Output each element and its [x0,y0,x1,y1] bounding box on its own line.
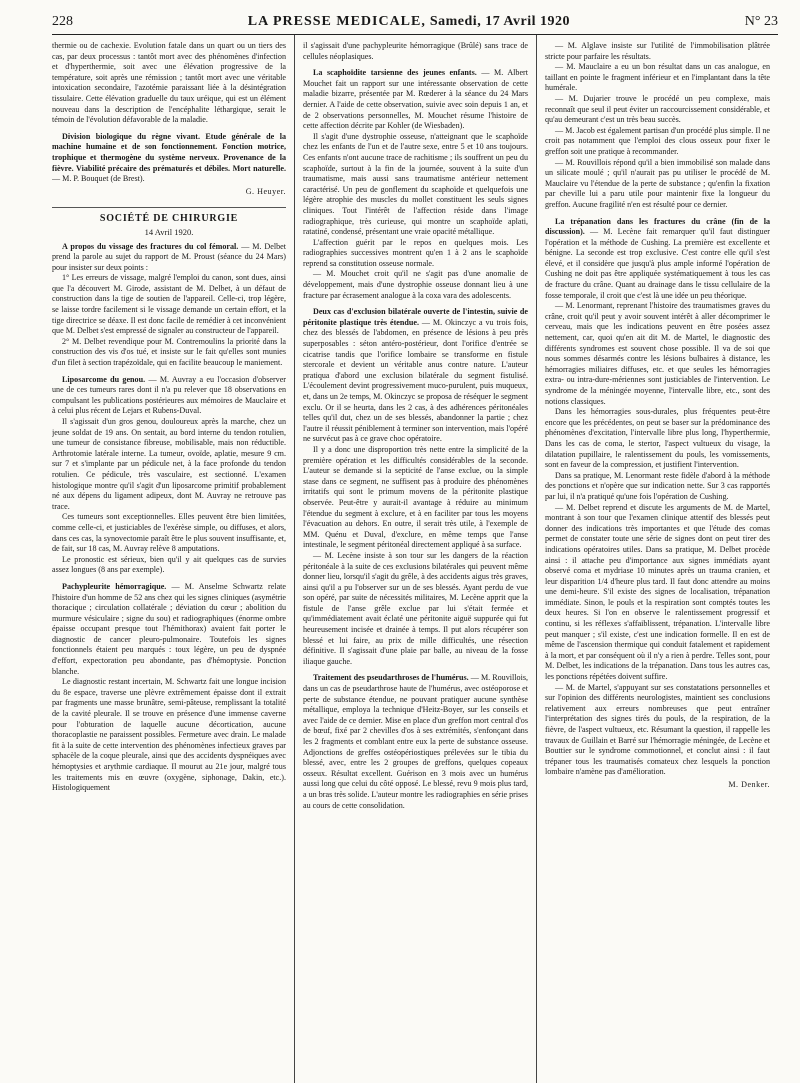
paragraph-heading: La trépanation dans les fractures du crâne (fin de la discussion). [545,216,770,237]
paragraph: Dans les hémorragies sous-durales, plus fréquentes peut-être encore que les précédentes, on peut se baser sur la prédominance des phénomènes d'excitation, l'intervalle libre plus long, l'hyperthermie, Dans les cas de coma, le stertor, l'aspect vultueux du visage, la dilatation pupillaire, le ralentissement du pouls, les vomissements, sont en faveur de la compression, et justifient l'intervention. [545,407,770,470]
signature: M. Denker. [728,779,770,789]
paragraph-heading: La scaphoïdite tarsienne des jeunes enfants. [313,68,477,78]
page-number: 228 [52,14,73,29]
section-date: 14 Avril 1920. [144,226,194,237]
paragraph: 1° Les erreurs de vissage, malgré l'emploi du canon, sont dues, ainsi que l'a découvert M. Girode, assistant de M. Delbet, à un défaut de construction dans la tige de soutien de l'appareil. Celle-ci, trop légère, se laisse tordre facilement si le vissage demande un certain effort, et la tige directrice se déaxe. Il est donc facile de remédier à cet inconvénient que M. Delbet s'est empressé de signaler au constructeur de l'appareil. [52,273,286,336]
paragraph: — M. Lecène insiste à son tour sur les dangers de la réaction péritonéale à la suite de ces exclusions bilatérales qui peuvent même donner lieu, lorsqu'il s'agit du grêle, à des accidents aigus très graves, ainsi qu'il a pu l'observer sur un de ses blessés. Ayant perdu de vue son opéré, par suite de nécessités militaires, M. Lecène apprit que la fistule de l'anse grêle exclue par lui s'était fermée et qu'immédiatement avait éclaté une péritonite aiguë suppurée qui fut heureusement incisée et drainée à temps. Il put alors récupérer son blessé et lui faire, au prix de mille difficultés, une résection définitive. Il s'agissait d'une plaie par balle, au niveau de la fosse iliaque gauche. [303,550,528,666]
paragraph: thermie ou de cachexie. Evolution fatale dans un quart ou un tiers des cas, par deux processus : tantôt mort avec des phénomènes d'infection et d'hyperthermie, soit avec une élévation progressive de la température, soit après une rémission ; tantôt mort avec une véritable intoxication secondaire, l'azotémie paraissant liée à la désintégration tissulaire. Cette élévation graduelle du taux uréique, qui est un élément nouveau dans la description de l'encéphalite léthargique, serait le témoin de l'évolution défavorable de la maladie. [52,41,286,125]
paragraph: il s'agissait d'une pachypleurite hémorragique (Brûlé) sans trace de cellules néoplasiques. [303,41,528,61]
paragraph [545,217,770,302]
paragraph [52,132,286,185]
paragraph-text: — M. Auvray a eu l'occasion d'observer une de ces tumeurs rares dont il n'a pu relever que 18 observations en compulsant les publications postérieures aux mémoires de Mauclaire et à celui plus récent de Lejars et Rubens-Duval. [52,374,287,416]
paragraph [303,68,528,132]
paragraph: Le pronostic est sérieux, bien qu'il y ait quelques cas de survies assez longues (8 ans par exemple). [52,554,286,575]
text-columns [52,35,778,1083]
signature: G. Heuyer. [245,186,286,196]
journal-title [248,14,570,30]
paragraph-text: — M. Okinczyc a vu trois fois, chez des blessés de l'abdomen, en présence de lésions à peu près superposables : séton antéro-postérieur, dont l'orifice d'entrée se cicatrise tandis que l'orifice lombaire se transforme en fistule stercorale et devient un véritable anus contre nature. L'auteur pratiqua d'abord une exclusion bilatérale du segment fistulisé. L'écoulement devint progressivement muco-purulent, puis muqueux, et, dans un 2e temps, M. Okinczyc se proposa de réséquer le segment exclu. Or il se heurta, dans les 2 cas, à des adhérences péritonéales telles qu'il dut, chez un de ses blessés, abandonner la partie ; chez l'autre il réussit péniblement à terminer son intervention, mais l'opéré ne survécut pas à ce grave choc opératoire. [303,317,528,444]
paragraph: Ces tumeurs sont exceptionnelles. Elles peuvent être bien limitées, comme celle-ci, et justiciables de l'exérèse simple, ou diffuses, et alors, dans ces cas, la synovectomie paraît être le plus souvent insuffisante, et, de fait, sur 18 cas, M. Auvray relève 8 amputations. [52,512,286,554]
paragraph [52,582,286,677]
issue-number: N° 23 [744,14,778,29]
paragraph: Dans sa pratique, M. Lenormant reste fidèle d'abord à la méthode des ponctions et n'opère que sur indication nette. Sur 3 cas rapportés par lui, il n'a pratiqué qu'une fois l'opération de Cushing. [545,470,770,501]
paragraph: — M. Mauclaire a eu un bon résultat dans un cas analogue, en taillant en pointe le fragment inférieur et en l'implantant dans la tête humérale. [545,62,770,93]
paragraph [303,307,528,445]
paragraph: Il y a donc une disproportion très nette entre la simplicité de la première opération et les difficultés considérables de la seconde. L'auteur se demande si la septicité de l'anse exclue, ou la simple stase dans ce segment, ne suffisent pas à produire des phénomènes irritatifs qui sont le primum movens de la péritonite plastique observée. Peut-être y aurait-il avantage à réduire au minimum l'étendue du segment à exclure, et à en faciliter par tous les moyens l'évacuation au dehors. En outre, il serait très utile, à l'exemple de MM. Quénu et Duval, d'exclure, en même temps que l'anse intestinale, le segment péritonéal directement appliqué à sa surface. [303,444,528,550]
paragraph-heading: Deux cas d'exclusion bilatérale ouverte de l'intestin, suivie de péritonite plastique très étendue. [303,307,528,327]
column-3 [536,35,778,1083]
paragraph: — M. Mouchet croit qu'il ne s'agit pas d'une anomalie de développement, mais d'une dystrophie osseuse donnant lieu à une fracture par écrasement analogue à la coxa vara des adolescents. [303,269,528,300]
issue-date: Samedi, 17 Avril 1920 [429,14,570,29]
paragraph: — M. Dujarier trouve le procédé un peu complexe, mais reconnaît que seul il peut éviter un raccourcissement considérable, et qu'au demeurant c'est un très beau succès. [545,93,770,125]
paragraph: — M. Lenormant, reprenant l'histoire des traumatismes graves du crâne, croit qu'il peut y avoir souvent intérêt à aller décomprimer le cerveau, mais que les indications peuvent en être posées assez nettement, car, quoi qu'en ait dit M. de Martel, le diagnostic des différents syndromes est souvent chose possible. Il va de soi que nous sommes désarmés contre les lésions bulbaires à distance, les hémorragies miliaires diffuses, etc. et que seules les hémorragies extra- ou intra-dure-mériennes sont justiciables de l'intervention. Le syndrome de la méningée moyenne, l'intervalle libre, etc., sont des notions classiques. [545,301,770,406]
paragraph: Il s'agissait d'un gros genou, douloureux après la marche, chez un jeune soldat de 19 ans. On sentait, au bord interne du tendon rotulien, une tumeur de consistance fibreuse, mobilisable, mais non réductible. Arthrotomie latérale interne. La tumeur, ovoïde, aplatie, mesure 9 cm. sur 7 et s'implante par un pédicule net, à la face profonde du tendon rotulien. Ce pédicule, très vasculaire, est sectionné. L'examen histologique montre qu'il s'agit d'un liposarcome primitif probablement né aux dépens du ligament adipeux, dont M. Auvray ne retrouve pas trace. [52,417,286,511]
paragraph-text: — M. Delbet prend la parole au sujet du rapport de M. Proust (séance du 24 Mars) pour insister sur deux points : [52,241,286,272]
paragraph-text: — M. P. Bouquet (de Brest). [52,174,145,184]
section-title: SOCIÉTÉ DE CHIRURGIE [52,207,286,225]
paragraph: L'affection guérit par le repos en quelques mois. Les radiographies successives montrent qu'en 1 à 2 ans le scaphoïde reprend sa constitution osseuse normale. [303,237,528,268]
paragraph [52,242,286,274]
paragraph-text: — M. Albert Mouchet fait un rapport sur une intéressante observation de cette maladie bizarre, présentée par M. Rœderer à la séance du 24 Mars dernier. A l'aide de cette observation, suivie avec soin depuis 1 an, et de 2 observations personnelles, M. Mouchet résume l'histoire de cette affection décrite par Kohler (de Wiesbaden). [303,68,529,131]
paragraph: — M. Rouvillois répond qu'il a bien immobilisé son malade dans un silicate moulé ; qu'il n'aurait pas pu utiliser le procédé de M. Mauclaire vu l'étendue de la perte de substance ; qu'enfin la fixation par cheville lui a paru utile pour maintenir fixe la longueur du greffon. Aucune fragilité n'en est résulté pour ce dernier. [545,157,770,209]
paragraph [52,375,286,417]
page-header [52,10,778,35]
paragraph: — M. Alglave insiste sur l'utilité de l'immobilisation plâtrée stricte pour parfaire les résultats. [545,41,770,61]
paragraph-text: — M. Lecène fait remarquer qu'il faut distinguer l'opération et la méthode de Cushing. La première est excellente et bénigne. La seconde est trop exclusive. C'est contre elle qu'il s'est élevé, et il considère que jusqu'à plus ample informé l'opération de Cushing ne doit pas être appliquée systématiquement à tous les cas de fracture du crâne. Quant au drainage dans le tissu cellulaire de la fosse temporale, il croit que c'est là une idée un peu théorique. [545,227,770,300]
paragraph [303,673,528,811]
paragraph-heading: Division biologique du règne vivant. Etude générale de la machine humaine et de son fonctionnement. Fonction motrice, trophique et thermogène du système nerveux. Provenance de la fièvre. Viabilité précaire des prématurés et débiles. Mort naturelle. [52,131,286,173]
paragraph-text: — M. Rouvillois, dans un cas de pseudarthrose haute de l'humérus, avec ostéoporose et perte de substance étendue, ne pouvant pratiquer aucune synthèse métallique, employa la technique d'Heitz-Boyer, sur les conseils et avec l'aide de ce dernier. Mise en place d'un greffon mort central d'os de bœuf, fixé par 2 chevilles d'os à ses extrémités, s'enfonçant dans les 2 fragments et comblant entre eux la perte de substance osseuse. Adjonctions de greffes ostéopériostiques prélevées sur le tibia du blessé, avec, entre les 2 groupes de greffons, quelques copeaux osseux. Résultat excellent. Guérison en 3 mois avec un humérus aussi long que celui du côté opposé. Le blessé, revu 9 mois plus tard, a un bras très solide. L'auteur montre les radiographies en série prises au cours de cette consolidation. [303,673,528,810]
paragraph: Le diagnostic restant incertain, M. Schwartz fait une longue incision du 8e espace, traverse une plèvre extrêmement épaisse dont il extrait par fragments une masse brunâtre, semi-pâteuse, remplissant la totalité de la cavité pleurale. Il se trouve en présence d'une immense caverne pour l'obturation de laquelle aucune décortication, aucune thoracoplastie ne paraissent possibles. Fermeture avec drain. Le malade fit à la suite de cette intervention des phénomènes infectieux graves par sphacèle de la coque pleurale, ainsi que des accidents dyspnéiques avec hémoptysies et arythmie cardiaque. Il mourut au 21e jour, malgré tous les traitements mis en œuvre (oxygène, siphonage, Dakin, etc.). Histologiquement [52,677,286,793]
paragraph-text: — M. Anselme Schwartz relate l'histoire d'un homme de 52 ans chez qui les signes cliniques (asymétrie thoracique ; circulation collatérale ; déviation du cœur ; abolition du murmure vésiculaire ; signe du sou) et radiographiques (énorme ombre épaisse occupant presque tout l'hémithorax) avaient fait porter le diagnostic de cancer pleuro-pulmonaire. Toutefois les signes fonctionnels étaient peu marqués : toux légère, un peu de dyspnée d'effort, expectoration peu abondante, pas d'hémoptysie. Ponction blanche. [52,581,287,676]
paragraph: — M. Delbet reprend et discute les arguments de M. de Martel, montrant à son tour que l'examen clinique attentif des blessés peut donner des indications très importantes et que l'étude des comas permet de constater toute une série de signes dont on peut tirer des indications opératoires utiles. Dans sa pratique, M. Delbet procède ainsi : il attache peu d'importance aux signes immédiats ayant observé coma et mydriase 10 minutes après un trauma cranien, et leur disparition 1/4 d'heure plus tard. Il faut donc attendre au moins une demi-heure. S'il existe des signes de localisation, trépanation immédiate. Sinon, le pouls et la respiration sont comptés toutes les deux heures. Si l'on en observe le ralentissement progressif et continu, si les réflexes s'affaiblissent, trépanation. L'intervalle libre peut manquer ; s'il existe, c'est une indication formelle. Il en est de même de l'ascension thermique qui conduit fatalement et rapidement à la mort, et par conséquent où il n'y a rien à perdre. Telles sont, pour M. Delbet, les indications de la trépanation. Dans tous les autres cas, les ponctions répétées doivent suffire. [545,502,770,682]
paragraph-heading: Pachypleurite hémorragique. [62,581,167,591]
paragraph: Il s'agit d'une dystrophie osseuse, n'atteignant que le scaphoïde chez les enfants de l'un et de l'autre sexe, entre 5 et 10 ans toujours. Ces enfants n'ont aucune trace de rachitisme ; ils souffrent un peu du scaphoïde, surtout à la fin de la journée, souvent à la suite d'un traumatisme, mais aussi sans traumatisme antérieur nettement caractérisé. Un peu de gonflement du scaphoïde et quelquefois une légère atrophie des muscles du mollet constituent les seuls signes cliniques. Tout l'intérêt de l'affection réside dans l'image radiographique, très curieuse, qui montre un scaphoïde aplati, ratatiné, condensé, présentant une vraie opacité métallique. [303,131,528,237]
column-1 [52,35,294,1083]
paragraph: 2° M. Delbet revendique pour M. Contremoulins la priorité dans la construction des vis d'os tué, et insiste sur le fait qu'elles sont munies d'un filet à section trapézoïdale, qui en facilite beaucoup le maniement. [52,336,286,368]
paragraph-heading: A propos du vissage des fractures du col fémoral. [62,241,239,251]
paragraph: — M. de Martel, s'appuyant sur ses constatations personnelles et sur l'opinion des différents neurologistes, maintient ses conclusions relativement aux erreurs nombreuses que peut entraîner l'interprétation des signes tirés du pouls, de la respiration, de la fièvre, de l'aspect vultueux, etc. Résumant la question, il rappelle les travaux de Guillain et Barré sur l'hémorragie méningée, de Lecène et Bouttier sur le syndrome commotionnel, et conclut ainsi : il faut trépaner tous les traumatisés comateux chez lesquels la ponction lombaire n'amène pas d'amélioration. [545,682,770,777]
paragraph: — M. Jacob est également partisan d'un procédé plus simple. Il ne croit pas notamment que l'emploi des clous osseux pour fixer le greffon soit une pratique à recommander. [545,125,770,156]
journal-name: LA PRESSE MEDICALE, [247,14,426,29]
paragraph-heading: Traitement des pseudarthroses de l'humérus. [313,673,469,683]
column-2 [294,35,536,1083]
paragraph-heading: Liposarcome du genou. [62,374,146,384]
